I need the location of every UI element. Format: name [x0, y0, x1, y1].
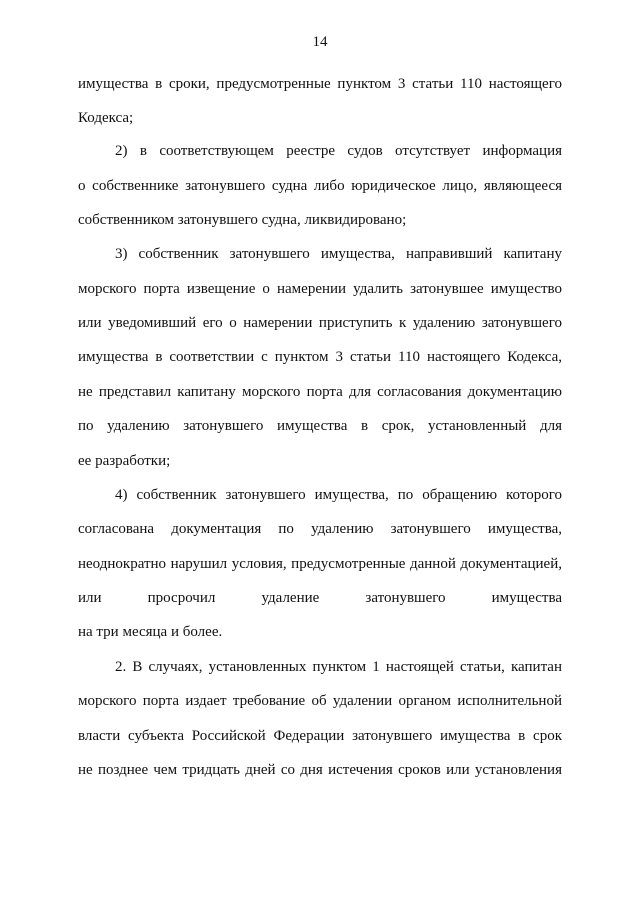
text-line: неоднократно нарушил условия, предусмотренные данной документацией,: [78, 556, 562, 572]
text-line: морского порта издает требование об удалении органом исполнительной: [78, 693, 562, 709]
text-line: 3) собственник затонувшего имущества, направивший капитану: [115, 246, 562, 262]
text-line: 2. В случаях, установленных пунктом 1 настоящей статьи, капитан: [115, 659, 562, 675]
text-line: не позднее чем тридцать дней со дня истечения сроков или установления: [78, 762, 562, 778]
text-line: по удалению затонувшего имущества в срок, установленный для: [78, 418, 562, 434]
text-line: или уведомивший его о намерении приступить к удалению затонувшего: [78, 315, 562, 331]
text-line: 2) в соответствующем реестре судов отсутствует информация: [115, 143, 562, 159]
text-line: ее разработки;: [78, 453, 171, 469]
text-line: согласована документация по удалению затонувшего имущества,: [78, 521, 562, 537]
text-line: на три месяца и более.: [78, 624, 223, 640]
text-line: о собственнике затонувшего судна либо юридическое лицо, являющееся: [78, 178, 562, 194]
text-line: 4) собственник затонувшего имущества, по обращению которого: [115, 487, 562, 503]
page-number: 14: [312, 34, 328, 50]
text-line: Кодекса;: [78, 110, 134, 126]
text-line: имущества в соответствии с пунктом 3 статьи 110 настоящего Кодекса,: [78, 349, 562, 365]
text-line: морского порта извещение о намерении удалить затонувшее имущество: [78, 281, 562, 297]
text-line: имущества в сроки, предусмотренные пунктом 3 статьи 110 настоящего: [78, 76, 562, 92]
text-line: или просрочил удаление затонувшего имущества: [78, 590, 562, 606]
text-line: не представил капитану морского порта для согласования документацию: [78, 384, 562, 400]
text-line: собственником затонувшего судна, ликвидировано;: [78, 212, 407, 228]
text-line: власти субъекта Российской Федерации затонувшего имущества в срок: [78, 728, 562, 744]
